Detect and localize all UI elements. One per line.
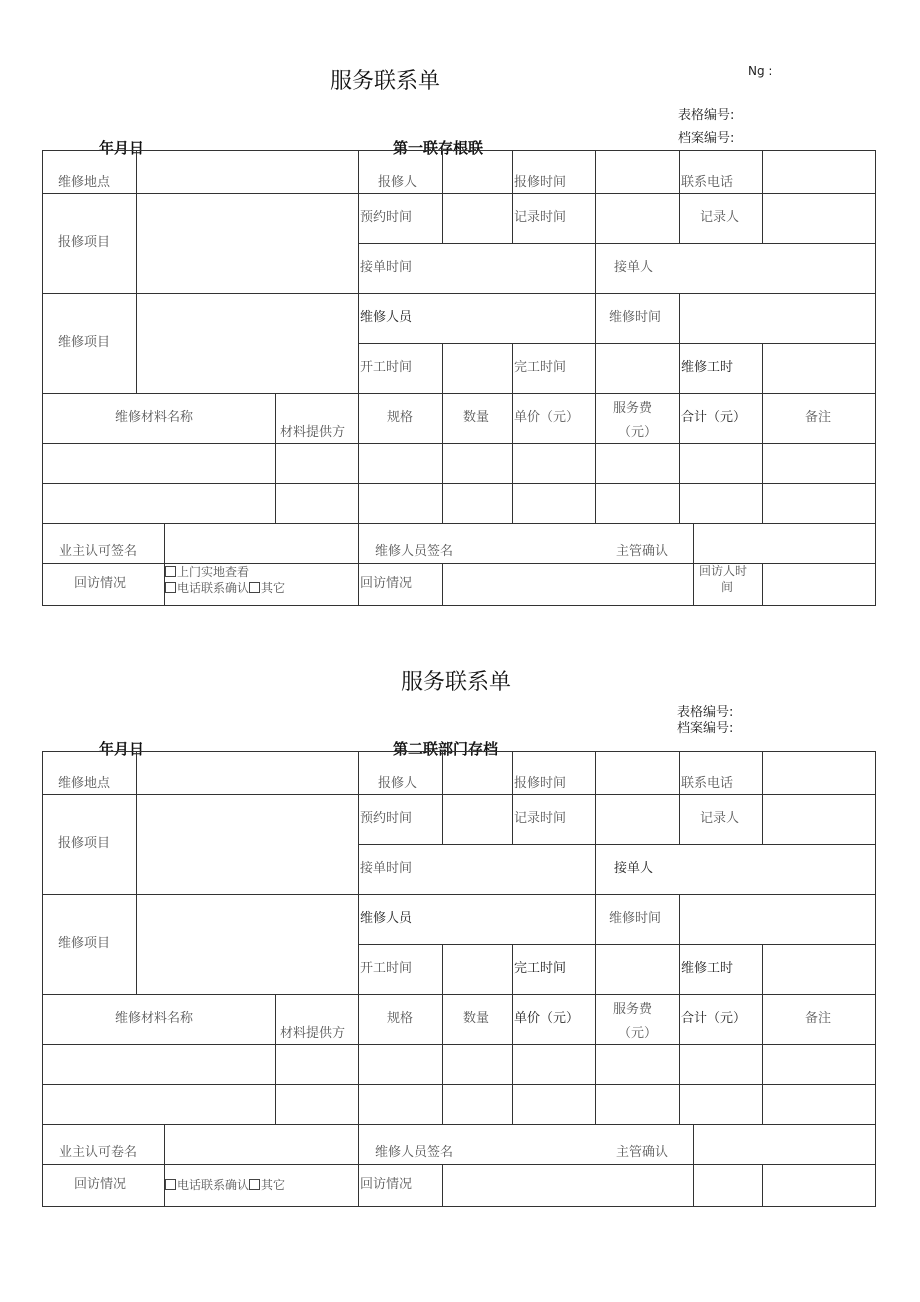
form2-visit-option-other-label: 其它: [261, 1178, 286, 1192]
form1-material-name-header: 维修材料名称: [115, 410, 194, 425]
form2-form-code-label: 表格编号:: [677, 705, 734, 720]
form2-appointment-time-label: 预约时间: [360, 811, 413, 826]
form1-supervisor-confirm-label: 主管确认: [616, 544, 669, 559]
form1-form-code-label: 表格编号:: [678, 108, 735, 123]
form2-service-fee-unit: （元）: [618, 1026, 658, 1041]
form2-recorder-label: 记录人: [700, 811, 740, 826]
form2-spec-header: 规格: [387, 1011, 414, 1026]
checkbox-icon[interactable]: [249, 582, 260, 593]
form2-material-supplier-header: 材料提供方: [280, 1026, 346, 1041]
form2-grid-lines: [42, 751, 876, 1207]
form1-repair-staff-label: 维修人员: [360, 310, 413, 325]
form1-record-time-label: 记录时间: [514, 210, 567, 225]
form2-unit-price-header: 单价（元）: [514, 1011, 580, 1026]
form2-total-header: 合计（元）: [681, 1011, 747, 1026]
form2-work-hours-label: 维修工时: [681, 961, 734, 976]
form2-owner-sign-label: 业主认可卷名: [59, 1145, 138, 1160]
form2-acceptor-label: 接单人: [614, 861, 654, 876]
form2-title: 服务联系单: [401, 670, 512, 695]
form1-repair-location-label: 维修地点: [58, 175, 111, 190]
form1-repair-item-label: 维修项目: [58, 335, 111, 350]
form2-repair-staff-label: 维修人员: [360, 911, 413, 926]
form1-visit-option-site-label: 上门实地查看: [177, 565, 250, 579]
form2-visit-status-2-label: 回访情况: [360, 1177, 413, 1192]
form1-finish-time-label: 完工时间: [514, 360, 567, 375]
checkbox-icon[interactable]: [165, 582, 176, 593]
form2-record-time-label: 记录时间: [514, 811, 567, 826]
form1-accept-time-label: 接单时间: [360, 260, 413, 275]
form2-visit-option-phone[interactable]: [165, 1177, 285, 1193]
form2-contact-phone-label: 联系电话: [681, 776, 734, 791]
form1-copy-label: 第一联存根联: [393, 139, 484, 157]
form1-recorder-label: 记录人: [700, 210, 740, 225]
form1-contact-phone-label: 联系电话: [681, 175, 734, 190]
checkbox-icon[interactable]: [249, 1179, 260, 1190]
form1-unit-price-header: 单价（元）: [514, 410, 580, 425]
form1-appointment-time-label: 预约时间: [360, 210, 413, 225]
form1-visit-option-phone-label: 电话联系确认: [177, 581, 250, 595]
form2-date-label: 年月日: [99, 740, 145, 758]
form1-visit-status-2-label: 回访情况: [360, 576, 413, 591]
form1-work-hours-label: 维修工时: [681, 360, 734, 375]
form1-remark-header: 备注: [805, 410, 832, 425]
form1-report-time-label: 报修时间: [514, 175, 567, 190]
form2-repair-item-label: 维修项目: [58, 936, 111, 951]
form1-table: [42, 150, 876, 606]
form1-visit-option-other-label: 其它: [261, 581, 286, 595]
form1-title: 服务联系单: [330, 69, 441, 94]
form2-staff-sign-label: 维修人员签名: [375, 1145, 454, 1160]
form1-staff-sign-label: 维修人员签名: [375, 544, 454, 559]
form1-number-label: Ng :: [748, 64, 773, 78]
form2-supervisor-confirm-label: 主管确认: [616, 1145, 669, 1160]
form1-visit-option-site[interactable]: [165, 564, 249, 580]
form1-visitor-time-label: 回访人时: [699, 564, 748, 578]
form1-service-fee-header: 服务费: [613, 401, 653, 416]
form1-acceptor-label: 接单人: [614, 260, 654, 275]
form1-reporter-label: 报修人: [378, 175, 418, 190]
checkbox-icon[interactable]: [165, 566, 176, 577]
form1-repair-time-label: 维修时间: [609, 310, 662, 325]
form1-service-fee-unit: （元）: [618, 425, 658, 440]
form1-report-item-label: 报修项目: [58, 235, 111, 250]
form2-finish-time-label: 完工时间: [514, 961, 567, 976]
form1-material-supplier-header: 材料提供方: [280, 425, 346, 440]
form1-visit-option-phone[interactable]: [165, 580, 285, 596]
form2-service-fee-header: 服务费: [613, 1002, 653, 1017]
form2-repair-location-label: 维修地点: [58, 776, 111, 791]
checkbox-icon[interactable]: [165, 1179, 176, 1190]
form1-archive-code-label: 档案编号:: [678, 131, 735, 146]
form1-start-time-label: 开工时间: [360, 360, 413, 375]
form2-report-item-label: 报修项目: [58, 836, 111, 851]
form2-reporter-label: 报修人: [378, 776, 418, 791]
form2-table: [42, 751, 876, 1207]
form2-archive-code-label: 档案编号:: [677, 721, 734, 736]
form1-date-label: 年月日: [99, 139, 145, 157]
form2-visit-status-label: 回访情况: [74, 1177, 127, 1192]
form2-accept-time-label: 接单时间: [360, 861, 413, 876]
form1-owner-sign-label: 业主认可签名: [59, 544, 138, 559]
form2-quantity-header: 数量: [463, 1011, 490, 1026]
form2-repair-time-label: 维修时间: [609, 911, 662, 926]
form1-spec-header: 规格: [387, 410, 414, 425]
form1-total-header: 合计（元）: [681, 410, 747, 425]
form1-visit-status-label: 回访情况: [74, 576, 127, 591]
form2-remark-header: 备注: [805, 1011, 832, 1026]
form2-visit-option-phone-label: 电话联系确认: [177, 1178, 250, 1192]
form1-grid-lines: [42, 150, 876, 606]
form2-start-time-label: 开工时间: [360, 961, 413, 976]
form1-quantity-header: 数量: [463, 410, 490, 425]
form2-copy-label: 第二联部门存档: [393, 740, 499, 758]
form1-visitor-time-label-2: 间: [721, 580, 734, 594]
form2-material-name-header: 维修材料名称: [115, 1011, 194, 1026]
form2-report-time-label: 报修时间: [514, 776, 567, 791]
